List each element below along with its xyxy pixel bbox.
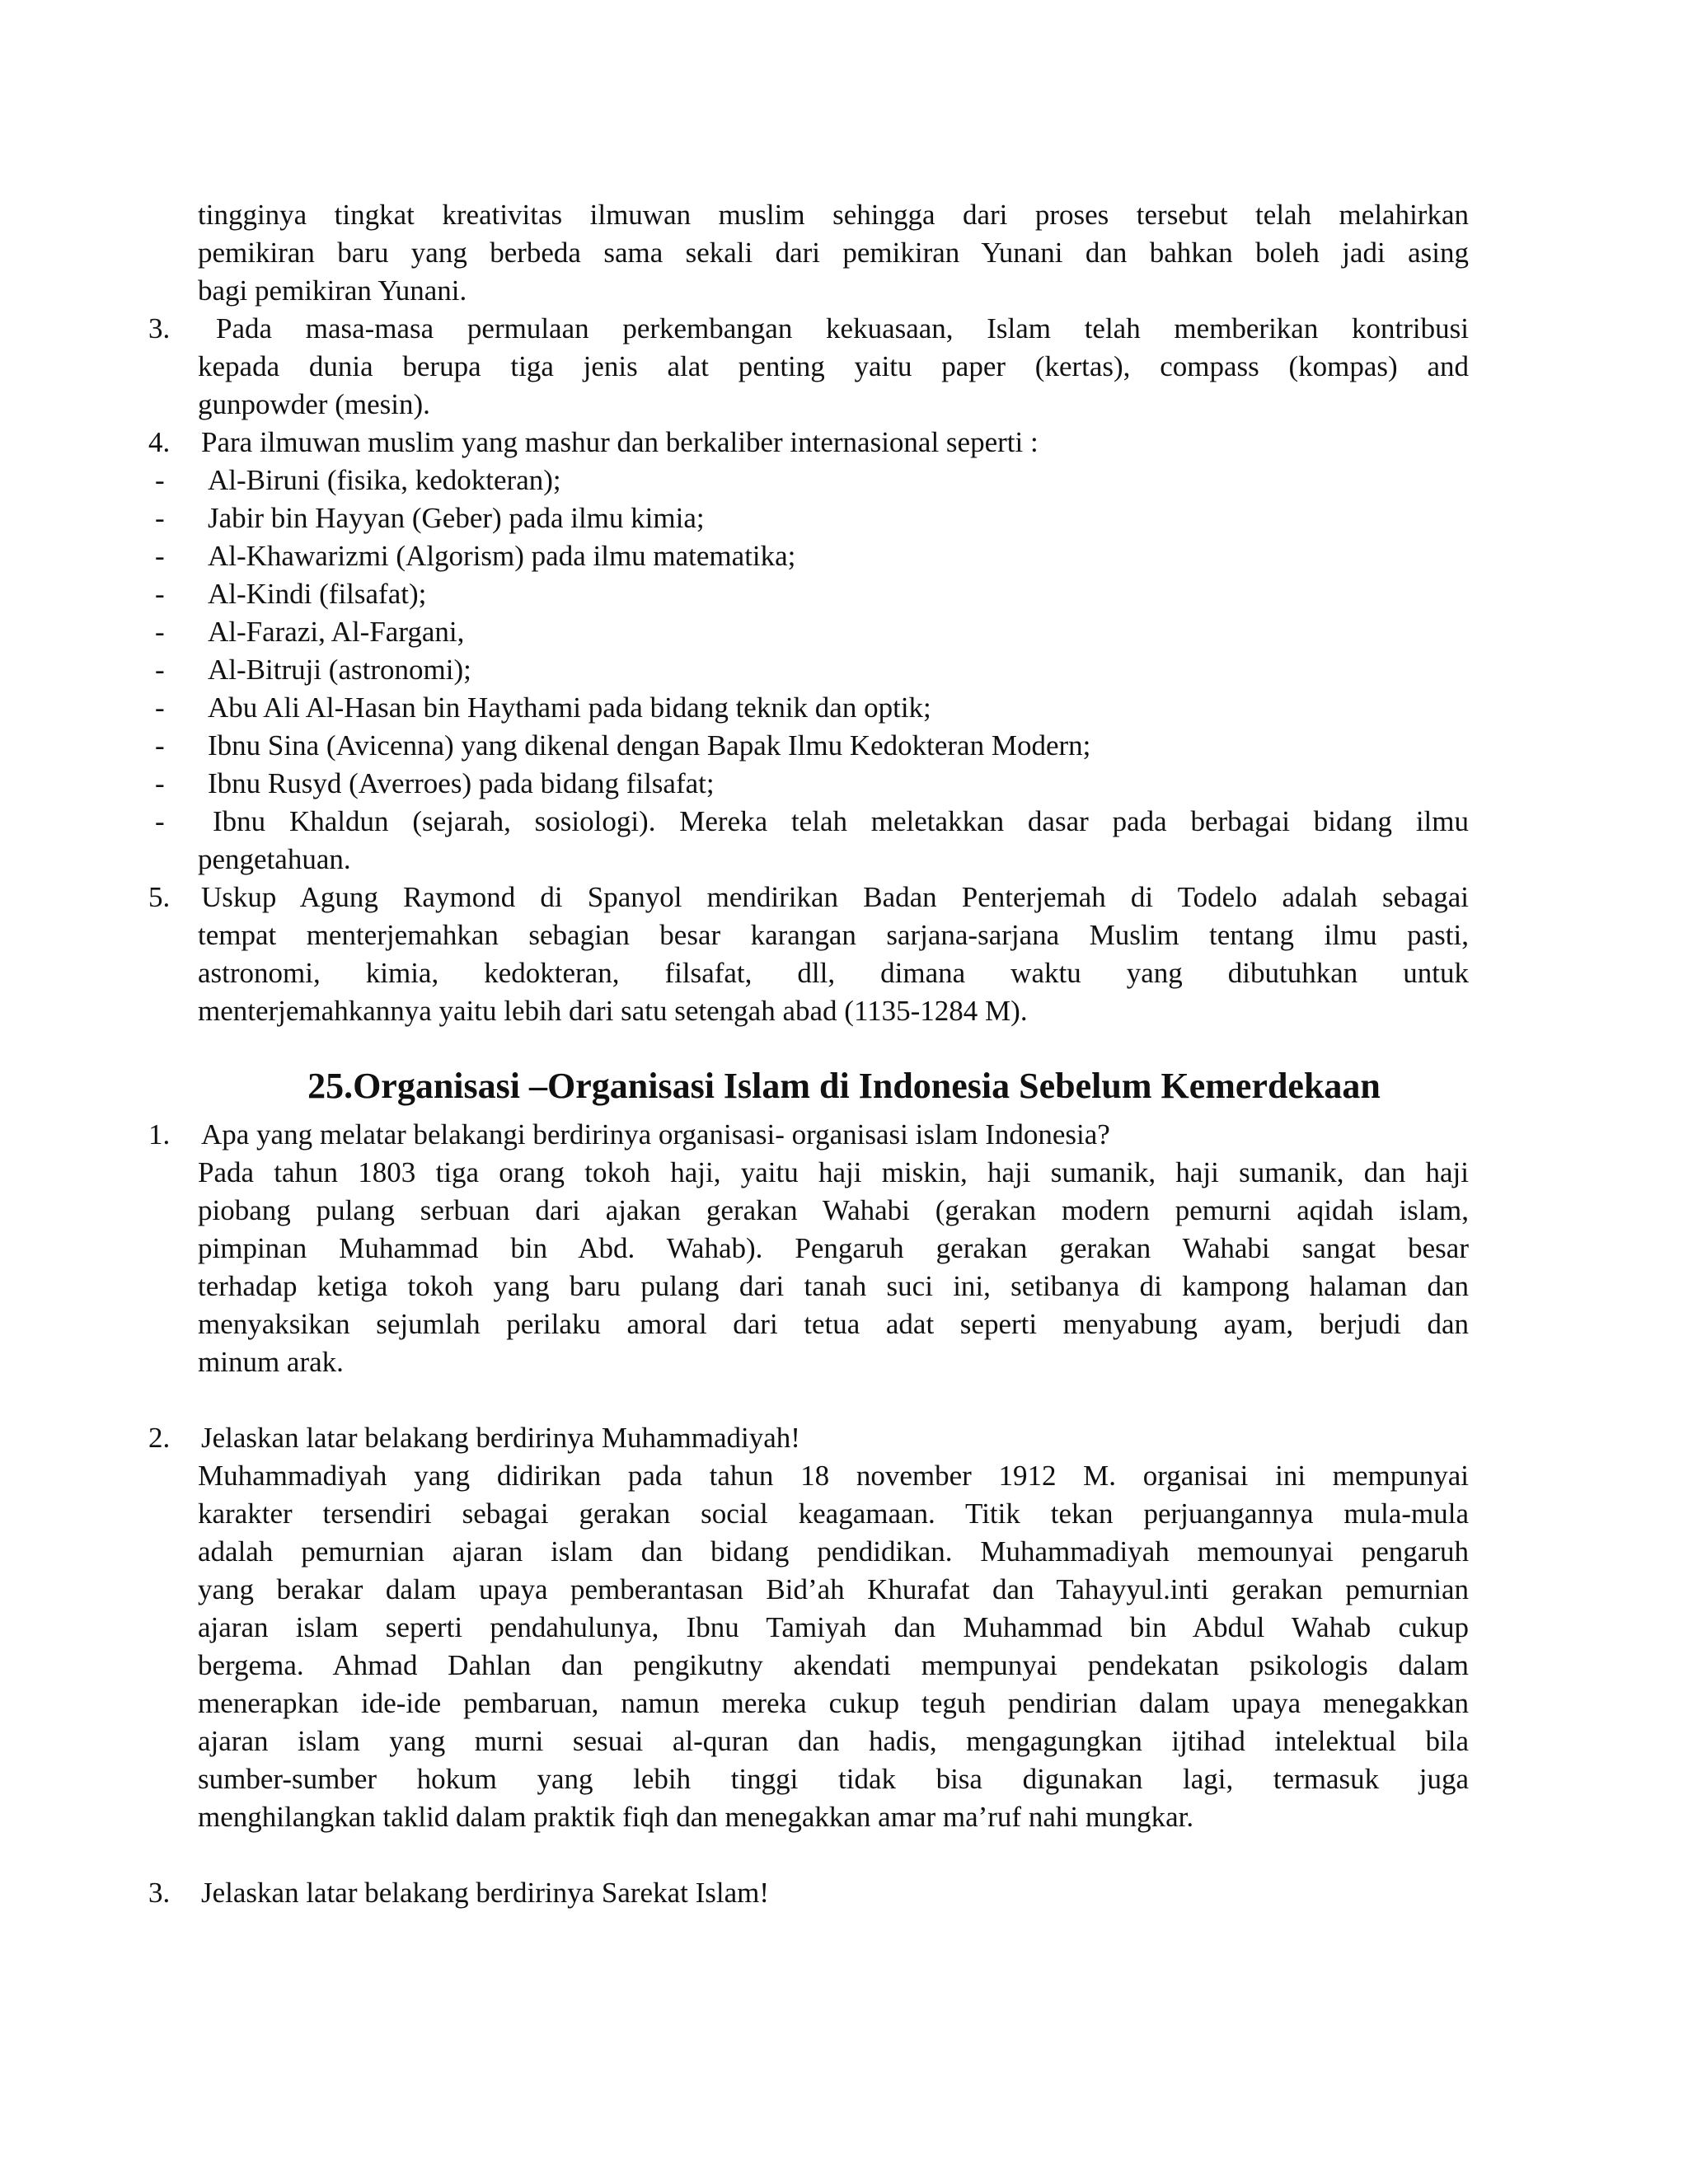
list-item: Al-Kindi (filsafat); (208, 578, 427, 610)
item-5-number: 5. (148, 881, 171, 913)
intro-line-1: tingginya tingkat kreativitas ilmuwan muslim sehingga dari proses tersebut telah melahirkan (198, 199, 1469, 231)
answer-2-line: Muhammadiyah yang didirikan pada tahun 18 november 1912 M. organisai ini mempunyai (198, 1460, 1469, 1492)
answer-2-line: menerapkan ide-ide pembaruan, namun mereka cukup teguh pendirian dalam upaya menegakkan (198, 1687, 1469, 1719)
item-5-line-4: menterjemahkannya yaitu lebih dari satu setengah abad (1135-1284 M). (198, 995, 1028, 1027)
question-1-text: Apa yang melatar belakangi berdirinya organisasi- organisasi islam Indonesia? (201, 1118, 1110, 1151)
dash-bullet: - (155, 805, 165, 837)
dash-bullet: - (155, 654, 165, 686)
answer-2-line: sumber-sumber hokum yang lebih tinggi tidak bisa digunakan lagi, termasuk juga (198, 1763, 1469, 1795)
list-item: Abu Ali Al-Hasan bin Haythami pada bidang teknik dan optik; (208, 691, 931, 724)
question-2-text: Jelaskan latar belakang berdirinya Muhammadiyah! (201, 1422, 800, 1454)
list-item-last-line-1: Ibnu Khaldun (sejarah, sosiologi). Mereka telah meletakkan dasar pada berbagai bidang ilmu (213, 805, 1469, 837)
answer-2-line: bergema. Ahmad Dahlan dan pengikutny akendati mempunyai pendekatan psikologis dalam (198, 1649, 1469, 1681)
list-item-last-line-2: pengetahuan. (198, 843, 351, 875)
list-item: Al-Biruni (fisika, kedokteran); (208, 464, 561, 496)
answer-1-line: menyaksikan sejumlah perilaku amoral dari tetua adat seperti menyabung ayam, berjudi dan (198, 1308, 1469, 1340)
list-item: Al-Bitruji (astronomi); (208, 654, 471, 686)
answer-2-line: menghilangkan taklid dalam praktik fiqh dan menegakkan amar ma’ruf nahi mungkar. (198, 1801, 1194, 1833)
item-5-line-2: tempat menterjemahkan sebagian besar karangan sarjana-sarjana Muslim tentang ilmu pasti, (198, 919, 1469, 951)
question-3-number: 3. (148, 1877, 171, 1909)
question-1-number: 1. (148, 1118, 171, 1151)
answer-1-line: pimpinan Muhammad bin Abd. Wahab). Pengaruh gerakan gerakan Wahabi sangat besar (198, 1232, 1469, 1264)
list-item: Al-Farazi, Al-Fargani, (208, 616, 465, 648)
list-item: Al-Khawarizmi (Algorism) pada ilmu matematika; (208, 540, 796, 572)
intro-line-3: bagi pemikiran Yunani. (198, 274, 467, 307)
answer-1-line: piobang pulang serbuan dari ajakan gerakan Wahabi (gerakan modern pemurni aqidah islam, (198, 1194, 1469, 1226)
dash-bullet: - (155, 767, 165, 799)
question-3-text: Jelaskan latar belakang berdirinya Sarekat Islam! (201, 1877, 770, 1909)
answer-1-line: Pada tahun 1803 tiga orang tokoh haji, yaitu haji miskin, haji sumanik, haji sumanik, dan haji (198, 1156, 1469, 1188)
intro-line-2: pemikiran baru yang berbeda sama sekali dari pemikiran Yunani dan bahkan boleh jadi asing (198, 237, 1469, 269)
dash-bullet: - (155, 502, 165, 534)
item-3-line-3: gunpowder (mesin). (198, 388, 430, 420)
list-item: Ibnu Rusyd (Averroes) pada bidang filsafat; (208, 767, 715, 799)
answer-2-line: adalah pemurnian ajaran islam dan bidang pendidikan. Muhammadiyah memounyai pengaruh (198, 1535, 1469, 1568)
answer-2-line: yang berakar dalam upaya pemberantasan Bid’ah Khurafat dan Tahayyul.inti gerakan pemurnian (198, 1573, 1469, 1605)
answer-2-line: ajaran islam seperti pendahulunya, Ibnu Tamiyah dan Muhammad bin Abdul Wahab cukup (198, 1611, 1469, 1643)
answer-2-line: karakter tersendiri sebagai gerakan social keagamaan. Titik tekan perjuangannya mula-mula (198, 1497, 1469, 1530)
item-3-line-1: Pada masa-masa permulaan perkembangan kekuasaan, Islam telah memberikan kontribusi (216, 312, 1469, 344)
dash-bullet: - (155, 729, 165, 762)
item-5-line-3: astronomi, kimia, kedokteran, filsafat, dll, dimana waktu yang dibutuhkan untuk (198, 957, 1469, 989)
dash-bullet: - (155, 616, 165, 648)
list-item: Ibnu Sina (Avicenna) yang dikenal dengan Bapak Ilmu Kedokteran Modern; (208, 729, 1091, 762)
item-4-number: 4. (148, 426, 171, 458)
answer-1-line: terhadap ketiga tokoh yang baru pulang dari tanah suci ini, setibanya di kampong halaman dan (198, 1270, 1469, 1302)
answer-1-line: minum arak. (198, 1346, 344, 1378)
dash-bullet: - (155, 578, 165, 610)
item-5-line-1: Uskup Agung Raymond di Spanyol mendirikan Badan Penterjemah di Todelo adalah sebagai (201, 881, 1469, 913)
answer-2-line: ajaran islam yang murni sesuai al-quran dan hadis, mengagungkan ijtihad intelektual bila (198, 1725, 1469, 1757)
item-3-line-2: kepada dunia berupa tiga jenis alat penting yaitu paper (kertas), compass (kompas) and (198, 350, 1469, 382)
item-4-text: Para ilmuwan muslim yang mashur dan berkaliber internasional seperti : (201, 426, 1039, 458)
dash-bullet: - (155, 540, 165, 572)
dash-bullet: - (155, 691, 165, 724)
item-3-number: 3. (148, 312, 171, 344)
dash-bullet: - (155, 464, 165, 496)
question-2-number: 2. (148, 1422, 171, 1454)
section-heading: 25.Organisasi –Organisasi Islam di Indonesia Sebelum Kemerdekaan (307, 1066, 1381, 1106)
list-item: Jabir bin Hayyan (Geber) pada ilmu kimia; (208, 502, 705, 534)
